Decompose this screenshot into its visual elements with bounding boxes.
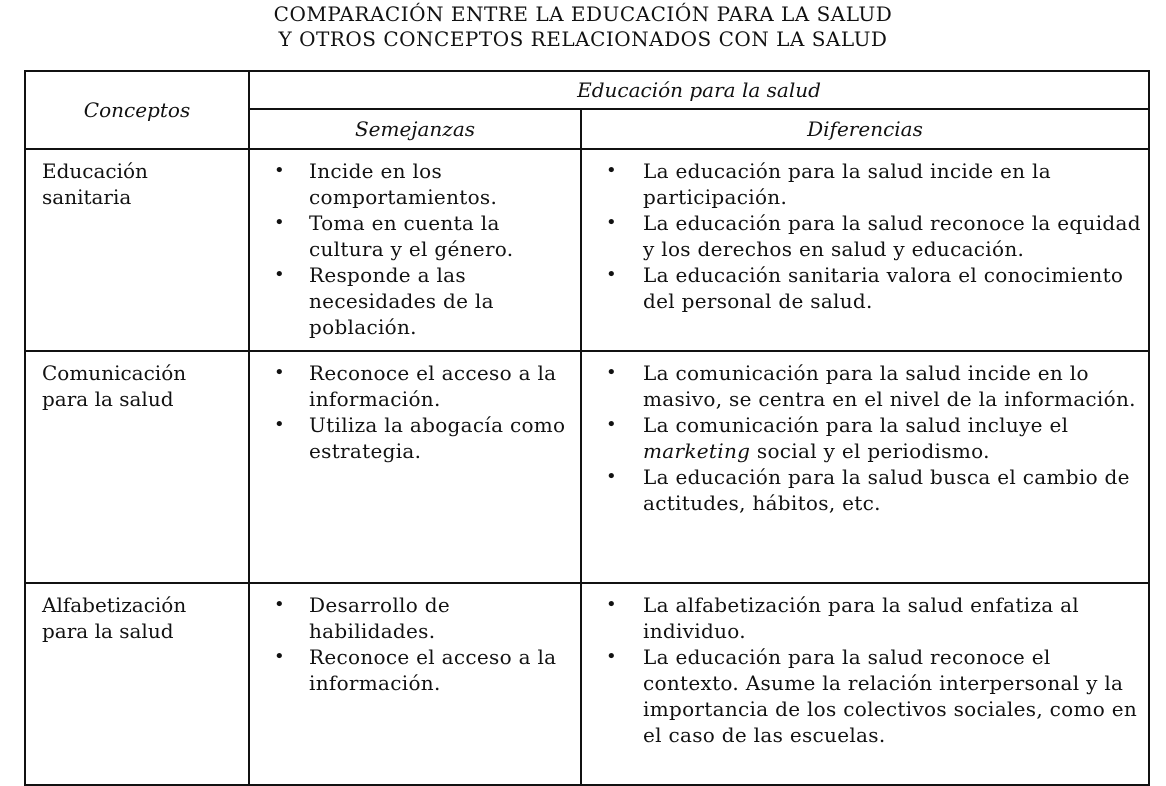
list-item: • La comunicación para la salud incide en lo masivo, se centra en el nivel de la información. [606,361,1136,411]
list-item: • La alfabetización para la salud enfatiza al individuo. [606,593,1080,643]
comparison-table [24,70,1150,786]
list-item: • La educación para la salud busca el cambio de actitudes, hábitos, etc. [606,465,1130,515]
concept-cell [25,149,249,351]
bullet-icon: • [274,160,285,181]
title-line-2: Y OTROS CONCEPTOS RELACIONADOS CON LA SALUD [278,27,888,51]
bullet-icon: • [274,264,285,285]
bullet-icon: • [274,212,285,233]
concept-label: sanitaria [42,185,132,209]
differences-cell [581,149,1149,351]
differences-cell [581,583,1149,785]
bullet-icon: • [606,264,617,285]
bullet-icon: • [606,466,617,487]
table-row [25,583,1149,785]
list-item: • Responde a las necesidades de la población. [274,263,494,339]
list-item: • La educación para la salud reconoce la equidad y los derechos en salud y educación. [606,211,1141,261]
bullet-icon: • [606,212,617,233]
differences-list [582,352,1148,518]
concept-label: Comunicación [42,361,187,385]
similarities-list [250,150,580,342]
bullet-icon: • [606,646,617,667]
list-item: • La educación para la salud reconoce el contexto. Asume la relación interpersonal y la importancia de los colectivos sociales, como en el caso de las escuelas. [606,645,1138,747]
concept-label: Educación [42,159,148,183]
concept-cell [25,583,249,785]
list-item: • La educación para la salud incide en la participación. [606,159,1051,209]
concept-cell [25,351,249,583]
document-title [0,2,1166,52]
bullet-icon: • [606,414,617,435]
list-item: • Utiliza la abogacía como estrategia. [274,413,566,463]
list-item: • Reconoce el acceso a la información. [274,361,557,411]
header-education-group: Educación para la salud [249,71,1149,109]
similarities-list [250,584,580,698]
bullet-icon: • [274,646,285,667]
table-row [25,351,1149,583]
similarities-cell [249,149,581,351]
title-line-1: COMPARACIÓN ENTRE LA EDUCACIÓN PARA LA SALUD [273,2,893,26]
table-row [25,149,1149,351]
list-item: • Reconoce el acceso a la información. [274,645,557,695]
differences-list [582,150,1148,316]
list-item: • Incide en los comportamientos. [274,159,498,209]
header-differences: Diferencias [581,109,1149,149]
concept-label: Alfabetización [42,593,187,617]
bullet-icon: • [606,160,617,181]
italic-term: marketing [643,439,751,463]
list-item: • Desarrollo de habilidades. [274,593,450,643]
bullet-icon: • [606,362,617,383]
bullet-icon: • [606,594,617,615]
differences-cell [581,351,1149,583]
concept-label: para la salud [42,619,174,643]
bullet-icon: • [274,414,285,435]
list-item: • La comunicación para la salud incluye el marketing social y el periodismo. [606,413,1069,463]
header-similarities: Semejanzas [249,109,581,149]
bullet-icon: • [274,362,285,383]
differences-list [582,584,1148,750]
similarities-list [250,352,580,466]
similarities-cell [249,583,581,785]
concept-label: para la salud [42,387,174,411]
header-concepts: Conceptos [25,71,249,149]
bullet-icon: • [274,594,285,615]
list-item: • Toma en cuenta la cultura y el género. [274,211,514,261]
similarities-cell [249,351,581,583]
list-item: • La educación sanitaria valora el conocimiento del personal de salud. [606,263,1124,313]
